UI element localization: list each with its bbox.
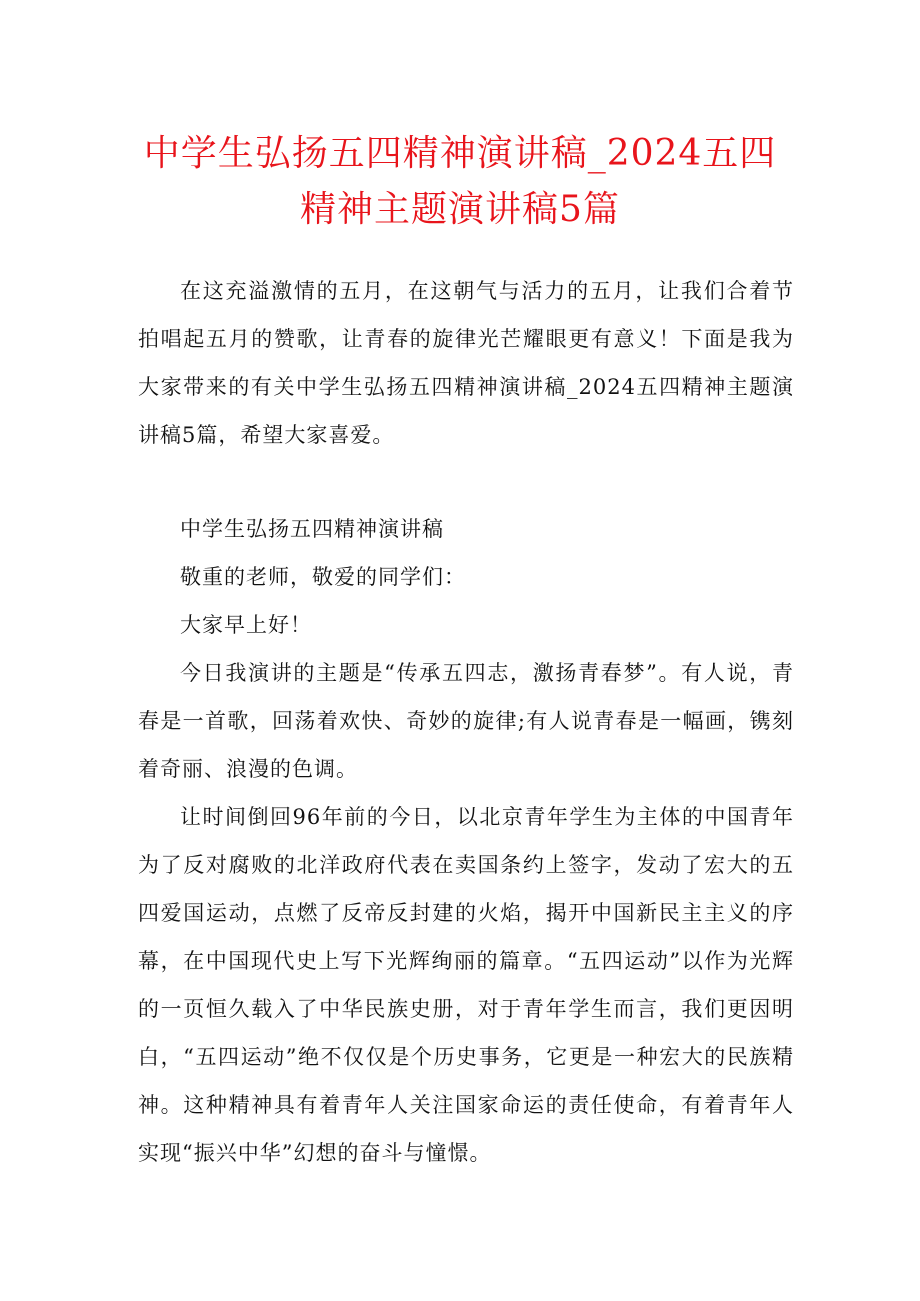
greeting: 大家早上好！ xyxy=(180,613,312,637)
speech-section xyxy=(138,505,794,1177)
intro-paragraph: 在这充溢激情的五月，在这朝气与活力的五月，让我们合着节拍唱起五月的赞歌，让青春的旋律光芒耀眼更有意义！下面是我为大家带来的有关中学生弘扬五四精神演讲稿_2024五四精神主题演讲稿5篇，希望大家喜爱。 xyxy=(138,279,794,447)
salutation: 敬重的老师，敬爱的同学们： xyxy=(180,565,466,589)
body-paragraph-1: 今日我演讲的主题是“传承五四志，激扬青春梦”。有人说，青春是一首歌，回荡着欢快、奇妙的旋律;有人说青春是一幅画，镌刻着奇丽、浪漫的色调。 xyxy=(138,661,794,781)
speech-title: 中学生弘扬五四精神演讲稿 xyxy=(180,517,444,541)
body-paragraph-2: 让时间倒回96年前的今日，以北京青年学生为主体的中国青年为了反对腐败的北洋政府代表在卖国条约上签字，发动了宏大的五四爱国运动，点燃了反帝反封建的火焰，揭开中国新民主主义的序幕，在中国现代史上写下光辉绚丽的篇章。“五四运动”以作为光辉的一页恒久载入了中华民族史册，对于青年学生而言，我们更因明白，“五四运动”绝不仅仅是个历史事务，它更是一种宏大的民族精神。这种精神具有着青年人关注国家命运的责任使命，有着青年人实现“振兴中华”幻想的奋斗与憧憬。 xyxy=(138,805,794,1165)
document-title: 中学生弘扬五四精神演讲稿_2024五四精神主题演讲稿5篇 xyxy=(143,133,777,230)
intro-section xyxy=(138,267,794,459)
